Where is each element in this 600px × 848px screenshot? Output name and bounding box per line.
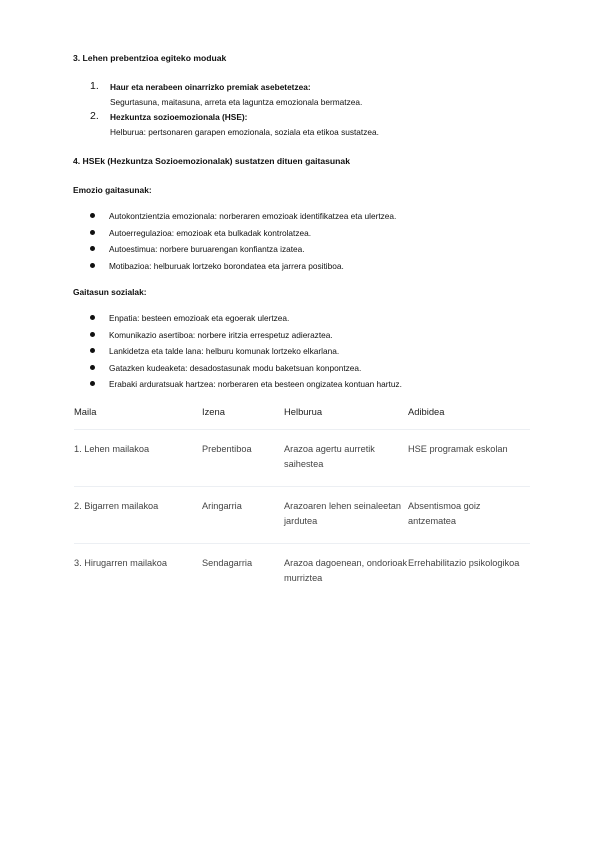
list-item: Autokontzientzia emozionala: norberaren emozioak identifikatzea eta ulertzea. bbox=[90, 211, 550, 228]
column-header-izena: Izena bbox=[202, 400, 284, 430]
table-cell: Absentismoa goiz antzematea bbox=[408, 487, 530, 544]
column-header-maila: Maila bbox=[74, 400, 202, 430]
table-row bbox=[74, 430, 530, 487]
table-row bbox=[74, 544, 530, 601]
table-cell: 1. Lehen mailakoa bbox=[74, 430, 202, 487]
social-skills-list bbox=[90, 313, 550, 396]
table-cell: 3. Hirugarren mailakoa bbox=[74, 558, 167, 568]
table-cell: Aringarria bbox=[202, 487, 284, 544]
table-cell: Arazoa agertu aurretik saihestea bbox=[284, 430, 408, 487]
emotional-skills-title: Emozio gaitasunak: bbox=[73, 185, 152, 195]
emotional-skills-list bbox=[90, 211, 550, 277]
social-skills-title: Gaitasun sozialak: bbox=[73, 287, 147, 297]
prevention-levels-table bbox=[74, 400, 530, 600]
table-header-row bbox=[74, 400, 530, 430]
bullet-icon bbox=[90, 348, 95, 353]
bullet-icon bbox=[90, 263, 95, 268]
bullet-icon bbox=[90, 230, 95, 235]
table-cell: Sendagarria bbox=[202, 558, 253, 568]
bullet-icon bbox=[90, 365, 95, 370]
section-3-heading: 3. Lehen prebentzioa egiteko moduak bbox=[73, 53, 227, 63]
table-cell: Arazoa dagoenean, ondorioak murriztea bbox=[284, 558, 408, 583]
list-item: Motibazioa: helburuak lortzeko borondatea eta jarrera positiboa. bbox=[90, 261, 550, 278]
list-item: Lankidetza eta talde lana: helburu komunak lortzeko elkarlana. bbox=[90, 346, 550, 363]
bullet-icon bbox=[90, 381, 95, 386]
column-header-helburua: Helburua bbox=[284, 400, 408, 430]
bullet-icon bbox=[90, 315, 95, 320]
table-cell: Errehabilitazio psikologikoa bbox=[408, 558, 520, 568]
table-row bbox=[74, 487, 530, 544]
list-item: Autoestimua: norbere buruarengan konfiantza izatea. bbox=[90, 244, 550, 261]
list-item-title: Hezkuntza sozioemozionala (HSE): bbox=[110, 112, 248, 122]
list-item: Autoerregulazioa: emozioak eta bulkadak kontrolatzea. bbox=[90, 228, 550, 245]
column-header-adibidea: Adibidea bbox=[408, 400, 530, 430]
table-cell: Prebentiboa bbox=[202, 430, 284, 487]
list-number: 2. bbox=[90, 110, 99, 122]
bullet-icon bbox=[90, 246, 95, 251]
table-cell: Arazoaren lehen seinaleetan jardutea bbox=[284, 487, 408, 544]
table-cell: HSE programak eskolan bbox=[408, 430, 530, 487]
section-4-heading: 4. HSEk (Hezkuntza Sozioemozionalak) sustatzen dituen gaitasunak bbox=[73, 156, 350, 166]
list-item-description: Helburua: pertsonaren garapen emozionala, soziala eta etikoa sustatzea. bbox=[110, 127, 379, 137]
list-number: 1. bbox=[90, 80, 99, 92]
bullet-icon bbox=[90, 332, 95, 337]
table-cell: 2. Bigarren mailakoa bbox=[74, 487, 202, 544]
list-item: Enpatia: besteen emozioak eta egoerak ulertzea. bbox=[90, 313, 550, 330]
list-item-title: Haur eta nerabeen oinarrizko premiak asebetetzea: bbox=[110, 82, 311, 92]
list-item: Gatazken kudeaketa: desadostasunak modu baketsuan konpontzea. bbox=[90, 363, 550, 380]
list-item: Erabaki arduratsuak hartzea: norberaren eta besteen ongizatea kontuan hartuz. bbox=[90, 379, 550, 396]
list-item: Komunikazio asertiboa: norbere iritzia errespetuz adieraztea. bbox=[90, 330, 550, 347]
bullet-icon bbox=[90, 213, 95, 218]
list-item-description: Segurtasuna, maitasuna, arreta eta laguntza emozionala bermatzea. bbox=[110, 97, 363, 107]
